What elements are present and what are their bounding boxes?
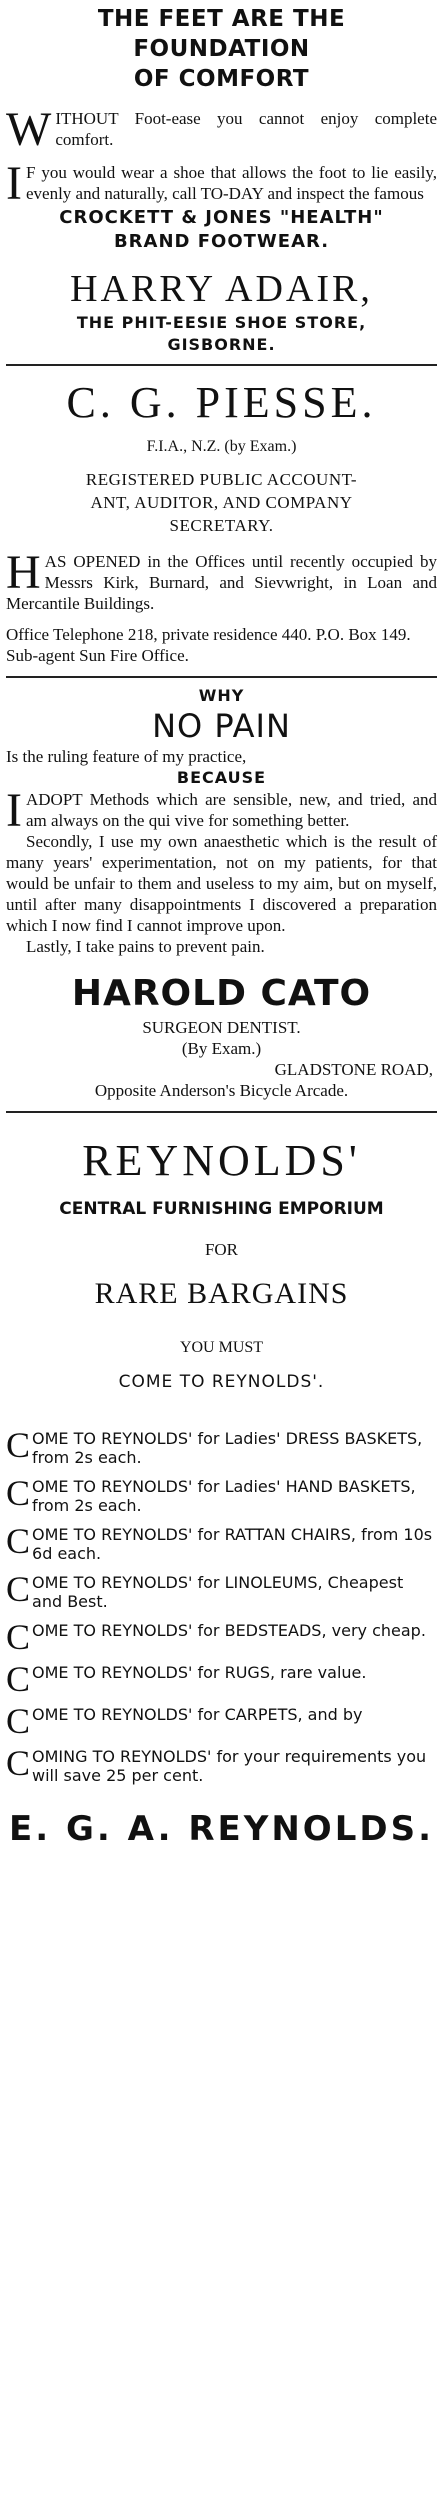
store-name: REYNOLDS' [82, 1136, 361, 1185]
headline-line-1: THE FEET ARE THE FOUNDATION [97, 6, 346, 62]
paragraph-text: AS OPENED in the Offices until recently occupied by Messrs Kirk, Burnard, and Sievwright, in Loan and Mercantile Buildings. [6, 552, 437, 613]
town-name: GISBORNE. [167, 335, 276, 354]
opposite: Opposite Anderson's Bicycle Arcade. [94, 1081, 349, 1100]
paragraph-text: F you would wear a shoe that allows the foot to lie easily, evenly and naturally, call TO-DAY and inspect the famous [25, 163, 437, 203]
item-text: OME TO REYNOLDS' for Ladies' HAND BASKETS, from 2s each. [32, 1477, 416, 1515]
paragraph-adopt [6, 784, 437, 837]
merchant-name: HARRY ADAIR, [70, 268, 373, 310]
no-pain-heading: NO PAIN [152, 707, 291, 745]
for-text: FOR [204, 1240, 239, 1259]
you-must: YOU MUST [179, 1339, 264, 1356]
store-subtitle: CENTRAL FURNISHING EMPORIUM [59, 1199, 384, 1219]
brand-line-2: BRAND FOOTWEAR. [113, 231, 330, 252]
item-text: OME TO REYNOLDS' for Ladies' DRESS BASKETS, from 2s each. [32, 1429, 423, 1467]
paragraph-has-opened [6, 546, 437, 614]
road: GLADSTONE ROAD, [274, 1060, 433, 1079]
list-item [6, 1617, 437, 1657]
list-item [6, 1701, 437, 1741]
qualifications: F.I.A., N.Z. (by Exam.) [146, 438, 297, 455]
list-item [6, 1473, 437, 1515]
drop-cap: C [6, 1569, 31, 1609]
role-line-1: REGISTERED PUBLIC ACCOUNT- [85, 470, 358, 489]
paragraph-without [6, 103, 437, 156]
drop-cap: I [6, 157, 22, 210]
bargain-list [6, 1425, 437, 1785]
footwear-advertisement [6, 0, 437, 356]
drop-cap: C [6, 1425, 31, 1465]
exam-note: (By Exam.) [181, 1039, 262, 1058]
dentist-advertisement [6, 678, 437, 1111]
paragraph-text: ITHOUT Foot-ease you cannot enjoy complete comfort. [55, 109, 437, 149]
drop-cap: I [6, 784, 22, 837]
paragraph-if [6, 157, 437, 210]
drop-cap: C [6, 1521, 31, 1561]
paragraph-secondly: Secondly, I use my own anaesthetic which is the result of many years' experimentation, not on my patients, for that would be unfair to them and useless to my aim, but on myself, until after many disappointments I discovered a preparation which I now find I cannot improve upon. [6, 832, 437, 935]
list-item [6, 1659, 437, 1699]
paragraph-text: ADOPT Methods which are sensible, new, and tried, and am always on the qui vive for something better. [25, 790, 437, 830]
item-text: OME TO REYNOLDS' for RATTAN CHAIRS, from 10s 6d each. [32, 1525, 433, 1563]
drop-cap: C [6, 1617, 31, 1657]
drop-cap: W [6, 103, 52, 156]
list-item [6, 1743, 437, 1785]
dentist-title: SURGEON DENTIST. [142, 1018, 301, 1037]
telephone-details: Office Telephone 218, private residence 440. P.O. Box 149. [6, 625, 411, 644]
drop-cap: C [6, 1473, 31, 1513]
drop-cap: C [6, 1701, 31, 1741]
why-heading: WHY [198, 686, 245, 705]
store-name: THE PHIT-EESIE SHOE STORE, [76, 313, 367, 332]
item-text: OMING TO REYNOLDS' for your requirements you will save 25 per cent. [32, 1747, 427, 1785]
role [6, 468, 437, 537]
paragraph-lastly: Lastly, I take pains to prevent pain. [26, 937, 265, 956]
agent-note: Sub-agent Sun Fire Office. [6, 646, 189, 665]
drop-cap: C [6, 1659, 31, 1699]
headline-line-2: OF COMFORT [133, 66, 310, 92]
item-text: OME TO REYNOLDS' for CARPETS, and by [32, 1705, 363, 1724]
accountant-name: C. G. PIESSE. [66, 378, 377, 427]
newspaper-column [6, 0, 437, 1851]
item-text: OME TO REYNOLDS' for BEDSTEADS, very cheap. [32, 1621, 426, 1640]
headline [6, 4, 437, 94]
list-item [6, 1425, 437, 1467]
dentist-name: HAROLD CATO [71, 973, 372, 1014]
item-text: OME TO REYNOLDS' for RUGS, rare value. [32, 1663, 367, 1682]
list-item [6, 1521, 437, 1563]
role-line-3: SECRETARY. [169, 516, 274, 535]
brand-line-1: CROCKETT & JONES "HEALTH" [59, 207, 384, 228]
drop-cap: H [6, 546, 41, 599]
accountant-advertisement [6, 366, 437, 676]
brand-name [6, 206, 437, 254]
come-to-reynolds: COME TO REYNOLDS'. [118, 1372, 325, 1392]
rare-bargains: RARE BARGAINS [94, 1277, 349, 1310]
role-line-2: ANT, AUDITOR, AND COMPANY [90, 493, 353, 512]
furnishing-advertisement [6, 1113, 437, 1851]
list-item [6, 1569, 437, 1611]
ruling-line: Is the ruling feature of my practice, [6, 747, 247, 766]
item-text: OME TO REYNOLDS' for LINOLEUMS, Cheapest and Best. [32, 1573, 404, 1611]
because-heading: BECAUSE [176, 768, 267, 787]
signature: E. G. A. REYNOLDS. [8, 1809, 434, 1849]
drop-cap: C [6, 1743, 31, 1783]
